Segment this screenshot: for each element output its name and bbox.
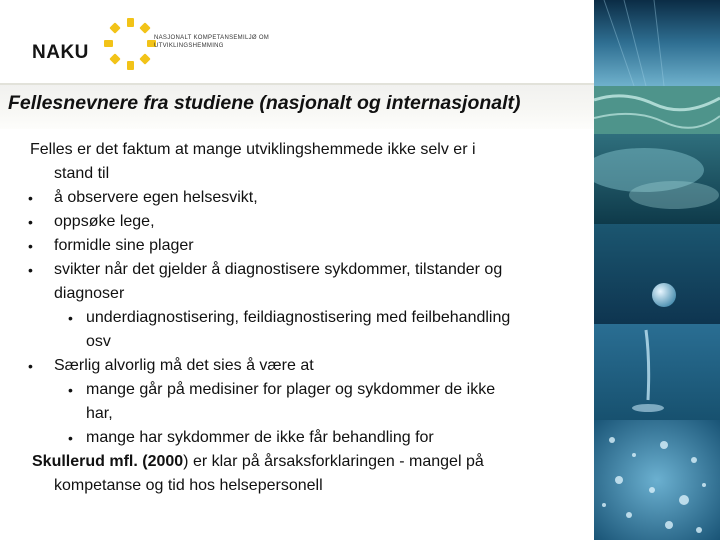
water-photo-strip [594, 0, 720, 540]
list-item [14, 210, 580, 234]
intro-line-1: Felles er det faktum at mange utviklingshemmede ikke selv er i [30, 141, 476, 158]
bullet-icon: • [28, 190, 33, 206]
bullet-icon: • [28, 358, 33, 374]
closing-citation: Skullerud mfl. (2000 [32, 453, 184, 470]
list-item-text: formidle sine plager [54, 237, 194, 254]
closing-line-2: kompetanse og tid hos helsepersonell [54, 477, 323, 494]
list-item [14, 234, 580, 258]
bullet-icon: • [28, 262, 33, 278]
bullet-icon: • [28, 238, 33, 254]
sub-list-item-text: mange har sykdommer de ikke får behandling for [86, 429, 434, 446]
list-item-text: Særlig alvorlig må det sies å være at [54, 357, 314, 374]
sun-burst-icon [102, 16, 158, 72]
sub-list-item-text: mange går på medisiner for plager og sykdommer de ikke [86, 381, 496, 398]
list-item-continuation: diagnoser [54, 285, 125, 302]
sub-list-item [14, 378, 580, 402]
sub-list-item-text: underdiagnostisering, feildiagnostisering med feilbehandling [86, 309, 511, 326]
closing-line-1 [14, 450, 580, 474]
list-item-text: svikter når det gjelder å diagnostisere sykdommer, tilstander og [54, 261, 503, 278]
intro-line-2: stand til [54, 165, 110, 182]
bullet-icon: • [28, 214, 33, 230]
sub-list-item-continuation: har, [86, 405, 113, 422]
naku-logo [28, 14, 268, 76]
list-item-text: oppsøke lege, [54, 213, 155, 230]
logo-wordmark: NAKU [32, 42, 89, 63]
list-item-text: å observere egen helsesvikt, [54, 189, 258, 206]
list-item [14, 354, 580, 378]
list-item [14, 186, 580, 210]
slide-body [14, 138, 580, 498]
sub-bullet-icon: • [68, 430, 73, 446]
sub-bullet-icon: • [68, 310, 73, 326]
sub-bullet-icon: • [68, 382, 73, 398]
sub-list-item [14, 426, 580, 450]
list-item [14, 258, 580, 282]
closing-text: ) er klar på årsaksforklaringen - mangel på [183, 453, 484, 470]
water-photo-image [594, 0, 720, 540]
sub-list-item [14, 306, 580, 330]
logo-subtitle: NASJONALT KOMPETANSEMILJØ OM UTVIKLINGSHEMMING [154, 35, 270, 49]
slide-title: Fellesnevnere fra studiene (nasjonalt og internasjonalt) [8, 92, 521, 114]
sub-list-item-continuation: osv [86, 333, 111, 350]
